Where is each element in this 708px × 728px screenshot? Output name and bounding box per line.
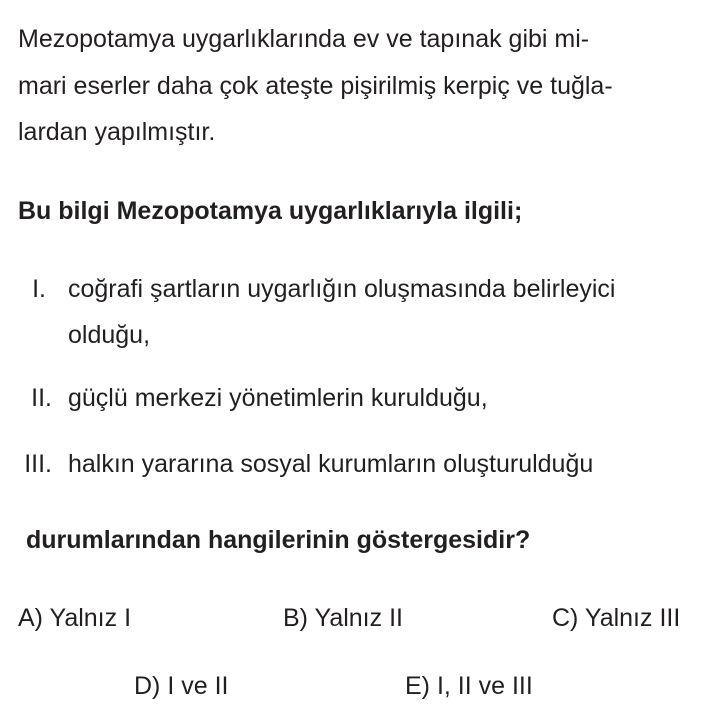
passage-line-1: Mezopotamya uygarlıklarında ev ve tapınak gibi mi-: [18, 25, 590, 53]
statement-3-number: III.: [24, 450, 52, 478]
option-a[interactable]: A) Yalnız I: [18, 604, 132, 632]
passage-line-2: mari eserler daha çok ateşte pişirilmiş kerpiç ve tuğla-: [18, 72, 613, 100]
option-e[interactable]: E) I, II ve III: [405, 672, 533, 700]
statement-2-number: II.: [31, 384, 52, 412]
statement-3-text: halkın yararına sosyal kurumların oluşturulduğu: [68, 450, 594, 478]
option-b[interactable]: B) Yalnız II: [283, 604, 403, 632]
passage-line-3: lardan yapılmıştır.: [18, 118, 216, 146]
question-text: durumlarından hangilerinin göstergesidir?: [26, 526, 531, 554]
statement-1-number: I.: [32, 275, 46, 303]
option-d[interactable]: D) I ve II: [134, 672, 229, 700]
statement-1-line-2: olduğu,: [68, 321, 151, 349]
statement-1-line-1: coğrafi şartların uygarlığın oluşmasında belirleyici: [68, 275, 616, 303]
lead-in: Bu bilgi Mezopotamya uygarlıklarıyla ilgili;: [18, 197, 523, 225]
option-c[interactable]: C) Yalnız III: [552, 604, 681, 632]
statement-2-text: güçlü merkezi yönetimlerin kurulduğu,: [68, 384, 488, 412]
